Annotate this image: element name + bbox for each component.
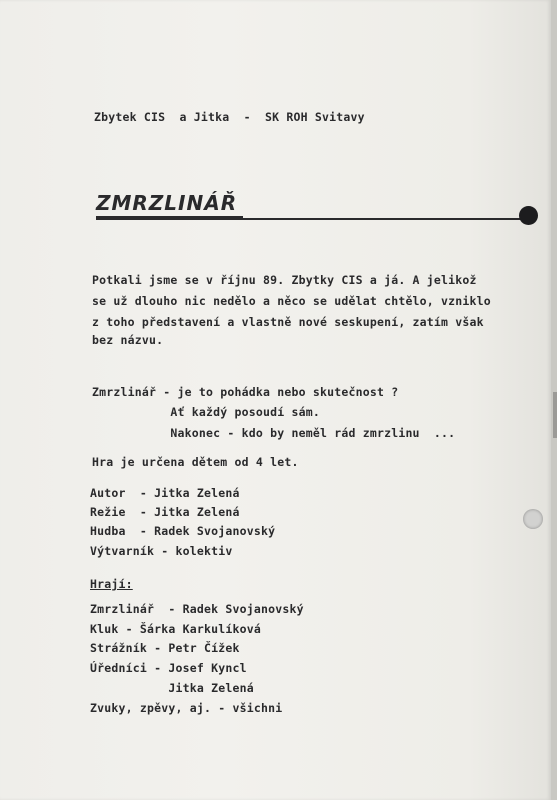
credit-line: Režie - Jitka Zelená (90, 505, 240, 519)
cast-line: Kluk - Šárka Karkulíková (90, 622, 261, 636)
motto-line: Zmrzlinář - je to pohádka nebo skutečnost ? (92, 385, 399, 399)
intro-line: Potkali jsme se v říjnu 89. Zbytky CIS a já. A jelikož (92, 273, 477, 287)
punch-hole-middle (523, 509, 543, 529)
motto-line: Ať každý posoudí sám. (92, 405, 320, 419)
cast-line: Zvuky, zpěvy, aj. - všichni (90, 701, 283, 715)
audience-note: Hra je určena dětem od 4 let. (92, 455, 299, 469)
cast-line: Strážník - Petr Čížek (90, 641, 240, 655)
cast-line: Úředníci - Josef Kyncl (90, 661, 247, 675)
credit-line: Hudba - Radek Svojanovský (90, 524, 276, 538)
punch-hole-top (519, 206, 538, 225)
intro-line: se už dlouho nic nedělo a něco se udělat chtělo, vzniklo (92, 294, 491, 308)
binder-tab (553, 392, 557, 438)
cast-line: Jitka Zelená (90, 681, 254, 695)
title-rule (96, 218, 526, 220)
intro-line: z toho představení a vlastně nové seskupení, zatím však (92, 315, 484, 329)
page-title: ZMRZLINÁŘ (96, 190, 243, 218)
cast-heading: Hrají: (90, 577, 133, 591)
credit-line: Autor - Jitka Zelená (90, 486, 240, 500)
header-line: Zbytek CIS a Jitka - SK ROH Svitavy (94, 110, 365, 124)
cast-line: Zmrzlinář - Radek Svojanovský (90, 602, 304, 616)
intro-line: bez názvu. (92, 333, 164, 347)
motto-line: Nakonec - kdo by neměl rád zmrzlinu ... (92, 426, 456, 440)
credit-line: Výtvarník - kolektiv (90, 544, 233, 558)
